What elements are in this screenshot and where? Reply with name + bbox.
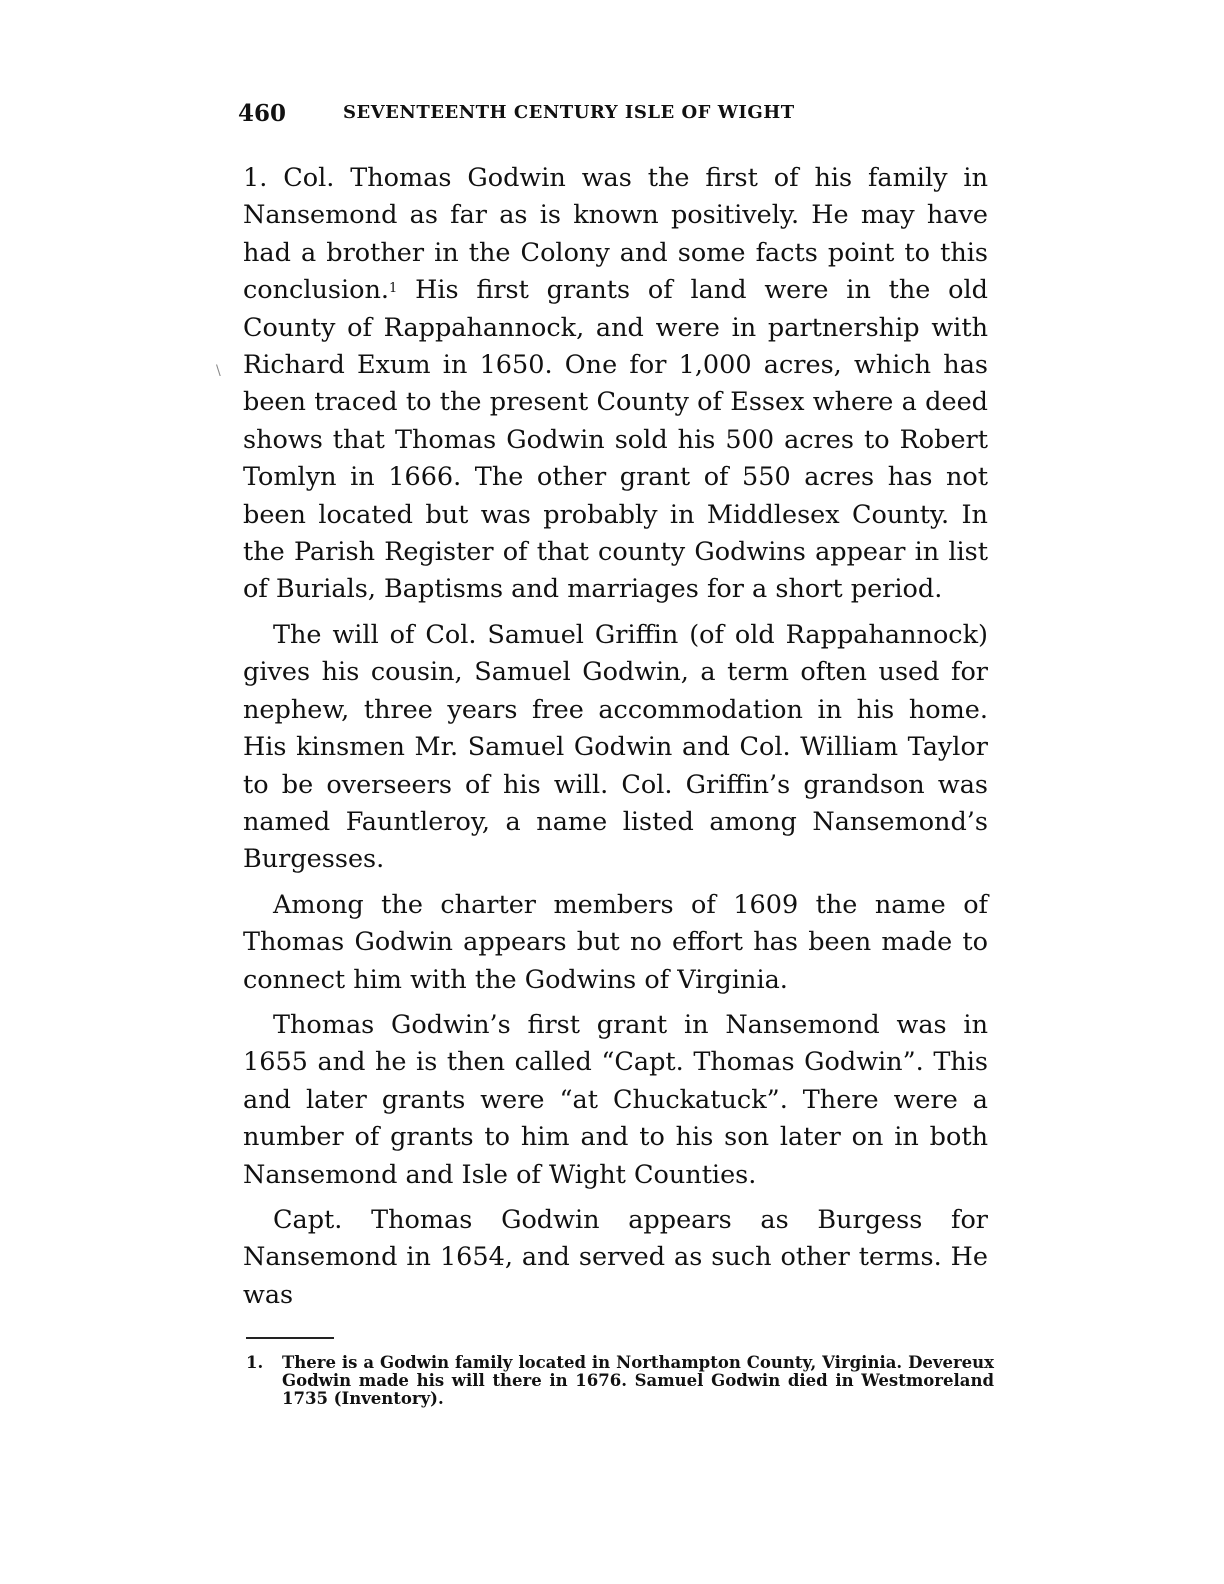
running-title: SEVENTEENTH CENTURY ISLE OF WIGHT (343, 102, 795, 123)
paragraph-1-text-a: 1. Col. Thomas Godwin was the first of his family in Nansemond as far as is known positively. He may have had a brother in the Colony and some facts point to this conclusion. (243, 163, 988, 306)
page-number: 460 (238, 100, 287, 127)
paragraph-1-text-b: His first grants of land were in the old County of Rappahannock, and were in partnership with Richard Exum in 1650. One for 1,000 acres, which has been traced to the present County of Essex where a deed shows that Thomas Godwin sold his 500 acres to Robert Tomlyn in 1666. The other grant of 550 acres has not been located but was probably in Middlesex County. In the Parish Register of that county Godwins appear in list of Burials, Baptisms and marriages for a short period. (243, 275, 988, 605)
running-head (238, 100, 998, 130)
footnote-divider (246, 1337, 334, 1339)
footnote-number: 1. (246, 1353, 264, 1372)
margin-mark: \ (216, 363, 221, 379)
paragraph-4: Thomas Godwin’s first grant in Nansemond was in 1655 and he is then called “Capt. Thomas Godwin”. This and later grants were “at Chuckatuck”. There were a number of grants to him and to his son later on in both Nansemond and Isle of Wight Counties. (243, 1009, 988, 1190)
paragraph-2: The will of Col. Samuel Griffin (of old Rappahannock) gives his cousin, Samuel Godwin, a term often used for nephew, three years free accommodation in his home. His kinsmen Mr. Samuel Godwin and Col. William Taylor to be overseers of his will. Col. Griffin’s grandson was named Fauntleroy, a name listed among Nansemond’s Burgesses. (243, 619, 988, 875)
paragraph-3: Among the charter members of 1609 the name of Thomas Godwin appears but no effort has been made to connect him with the Godwins of Virginia. (243, 889, 988, 995)
paragraph-5: Capt. Thomas Godwin appears as Burgess for Nansemond in 1654, and served as such other terms. He was (243, 1204, 988, 1310)
paragraph-1 (243, 160, 988, 609)
footnote-1 (246, 1354, 994, 1408)
footnote-text: There is a Godwin family located in Northampton County, Virginia. Devereux Godwin made his will there in 1676. Samuel Godwin died in Westmoreland 1735 (Inventory). (282, 1353, 994, 1408)
body-text (243, 160, 988, 1322)
footnotes (246, 1354, 994, 1408)
footnote-reference: 1 (389, 281, 398, 297)
